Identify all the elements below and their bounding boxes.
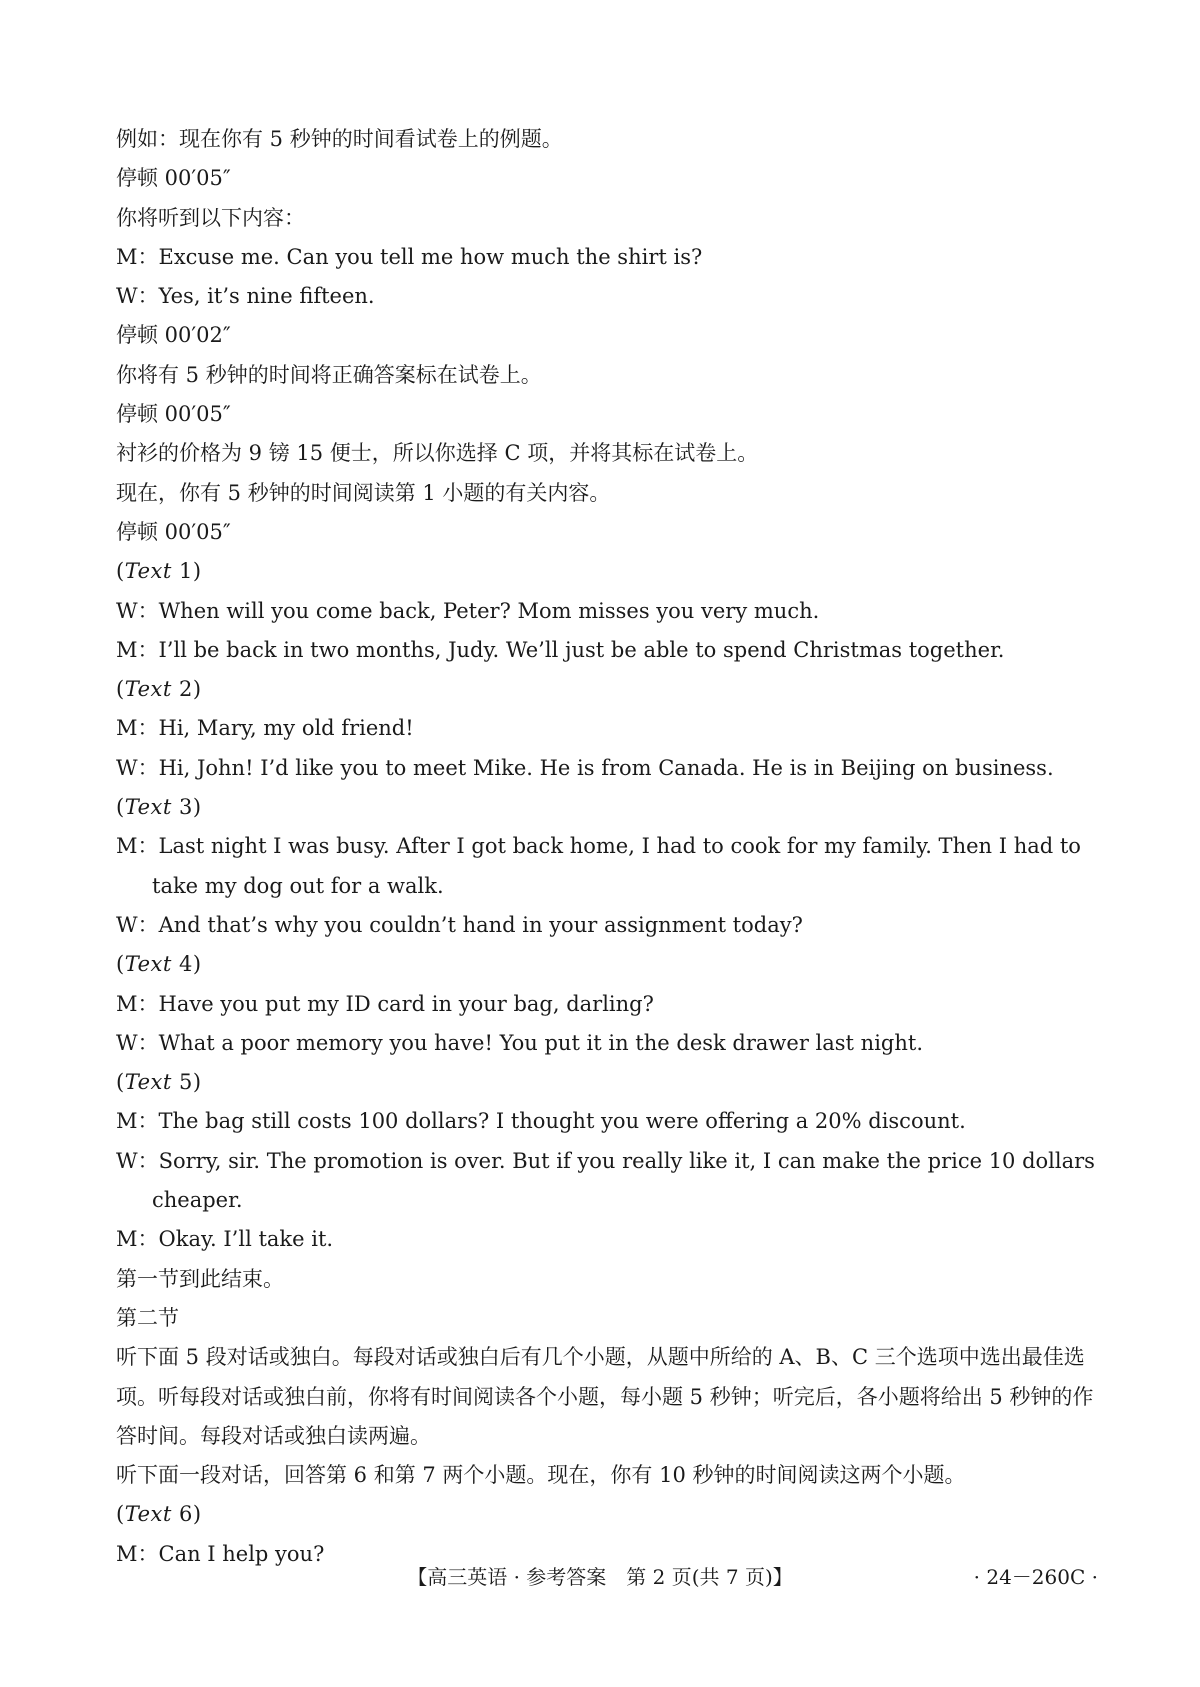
text-label: (Text 6) xyxy=(116,1502,202,1527)
example-explanation: 衬衫的价格为 9 镑 15 便士，所以你选择 C 项，并将其标在试卷上。 xyxy=(116,441,759,466)
example-dialogue-line: M：Excuse me. Can you tell me how much the shirt is? xyxy=(116,244,703,269)
answer-instruction: 你将有 5 秒钟的时间将正确答案标在试卷上。 xyxy=(116,362,542,387)
dialogue-line: M：Last night I was busy. After I got back home, I had to cook for my family. Then I had to take my dog out for a walk. xyxy=(116,834,1081,898)
document-body xyxy=(116,120,1106,1574)
dialogue-line: M：Have you put my ID card in your bag, darling? xyxy=(116,991,654,1016)
pause-marker: 停顿 00′05″ xyxy=(116,166,231,191)
text-label: (Text 5) xyxy=(116,1070,202,1095)
footer-page-info: 【高三英语 · 参考答案 第 2 页(共 7 页)】 xyxy=(407,1565,793,1589)
example-dialogue-line: W：Yes, it’s nine fifteen. xyxy=(116,284,375,309)
section-next-instruction: 听下面一段对话，回答第 6 和第 7 两个小题。现在，你有 10 秒钟的时间阅读这两个小题。 xyxy=(116,1463,966,1488)
section-title: 第二节 xyxy=(116,1305,179,1330)
dialogue-line: M：Hi, Mary, my old friend! xyxy=(116,716,414,741)
footer-code: · 24－260C · xyxy=(973,1565,1098,1589)
dialogue-line: W：And that’s why you couldn’t hand in your assignment today? xyxy=(116,912,803,937)
dialogue-line: M：Can I help you? xyxy=(116,1541,325,1566)
listen-intro: 你将听到以下内容： xyxy=(116,205,305,230)
pause-marker: 停顿 00′05″ xyxy=(116,519,231,544)
section-end: 第一节到此结束。 xyxy=(116,1266,284,1291)
dialogue-line: W：Hi, John! I’d like you to meet Mike. He is from Canada. He is in Beijing on business. xyxy=(116,755,1054,780)
dialogue-line: W：What a poor memory you have! You put it in the desk drawer last night. xyxy=(116,1030,923,1055)
dialogue-line: W：When will you come back, Peter? Mom misses you very much. xyxy=(116,598,820,623)
reading-instruction: 现在，你有 5 秒钟的时间阅读第 1 小题的有关内容。 xyxy=(116,480,611,505)
pause-marker: 停顿 00′02″ xyxy=(116,323,231,348)
example-intro: 例如：现在你有 5 秒钟的时间看试卷上的例题。 xyxy=(116,127,563,151)
text-label: (Text 4) xyxy=(116,952,202,977)
section-instructions: 听下面 5 段对话或独白。每段对话或独白后有几个小题，从题中所给的 A、B、C 三个选项中选出最佳选项。听每段对话或独白前，你将有时间阅读各个小题，每小题 5 秒钟；听完后，各小题将给出 5 秒钟的作答时间。每段对话或独白读两遍。 xyxy=(116,1345,1094,1448)
text-label: (Text 2) xyxy=(116,677,202,702)
pause-marker: 停顿 00′05″ xyxy=(116,402,231,427)
dialogue-line: M：I’ll be back in two months, Judy. We’ll just be able to spend Christmas together. xyxy=(116,637,1005,662)
text-label: (Text 1) xyxy=(116,559,202,584)
text-label: (Text 3) xyxy=(116,795,202,820)
dialogue-line: W：Sorry, sir. The promotion is over. But if you really like it, I can make the price 10 dollars cheaper. xyxy=(116,1148,1095,1213)
dialogue-line: M：Okay. I’ll take it. xyxy=(116,1227,334,1252)
dialogue-line: M：The bag still costs 100 dollars? I thought you were offering a 20% discount. xyxy=(116,1109,966,1134)
